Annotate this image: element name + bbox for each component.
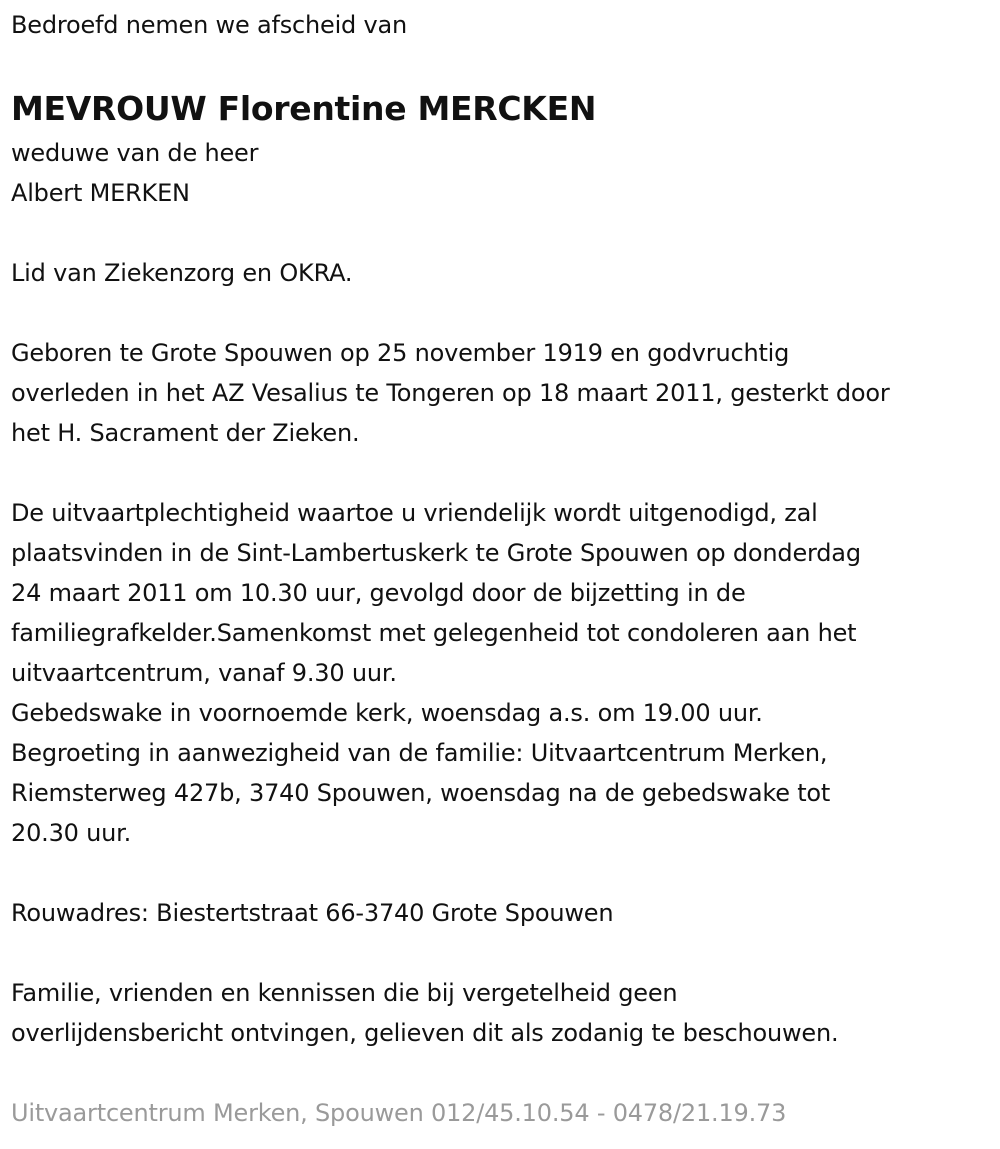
notice-line: overlijdensbericht ontvingen, gelieven dit als zodanig te beschouwen. xyxy=(11,1019,839,1047)
address-line: Rouwadres: Biestertstraat 66-3740 Grote Spouwen xyxy=(11,899,614,927)
ceremony-line: familiegrafkelder.Samenkomst met gelegenheid tot condoleren aan het xyxy=(11,619,857,647)
ceremony-line: Riemsterweg 427b, 3740 Spouwen, woensdag na de gebedswake tot xyxy=(11,779,831,807)
birth-death-block xyxy=(11,333,1000,453)
ceremony-line: uitvaartcentrum, vanaf 9.30 uur. xyxy=(11,659,397,687)
birth-death-line: Geboren te Grote Spouwen op 25 november 1919 en godvruchtig xyxy=(11,339,790,367)
ceremony-line: 20.30 uur. xyxy=(11,819,132,847)
spouse-line: weduwe van de heer xyxy=(11,139,259,167)
intro-text: Bedroefd nemen we afscheid van xyxy=(11,11,408,39)
ceremony-line: 24 maart 2011 om 10.30 uur, gevolgd door de bijzetting in de xyxy=(11,579,746,607)
spouse-line: Albert MERKEN xyxy=(11,179,190,207)
deceased-name: MEVROUW Florentine MERCKEN xyxy=(11,89,597,128)
spouse-block xyxy=(11,133,1000,213)
ceremony-line: plaatsvinden in de Sint-Lambertuskerk te Grote Spouwen op donderdag xyxy=(11,539,861,567)
notice-line: Familie, vrienden en kennissen die bij vergetelheid geen xyxy=(11,979,678,1007)
ceremony-block xyxy=(11,493,1000,853)
address-block xyxy=(11,893,1000,933)
ceremony-line: Begroeting in aanwezigheid van de familie: Uitvaartcentrum Merken, xyxy=(11,739,828,767)
ceremony-line: Gebedswake in voornoemde kerk, woensdag a.s. om 19.00 uur. xyxy=(11,699,763,727)
birth-death-line: het H. Sacrament der Zieken. xyxy=(11,419,360,447)
ceremony-line: De uitvaartplechtigheid waartoe u vriendelijk wordt uitgenodigd, zal xyxy=(11,499,818,527)
membership-line: Lid van Ziekenzorg en OKRA. xyxy=(11,259,353,287)
membership-block xyxy=(11,253,1000,293)
funeral-home-footer: Uitvaartcentrum Merken, Spouwen 012/45.10.54 - 0478/21.19.73 xyxy=(11,1099,787,1127)
notice-block xyxy=(11,973,1000,1053)
birth-death-line: overleden in het AZ Vesalius te Tongeren op 18 maart 2011, gesterkt door xyxy=(11,379,890,407)
